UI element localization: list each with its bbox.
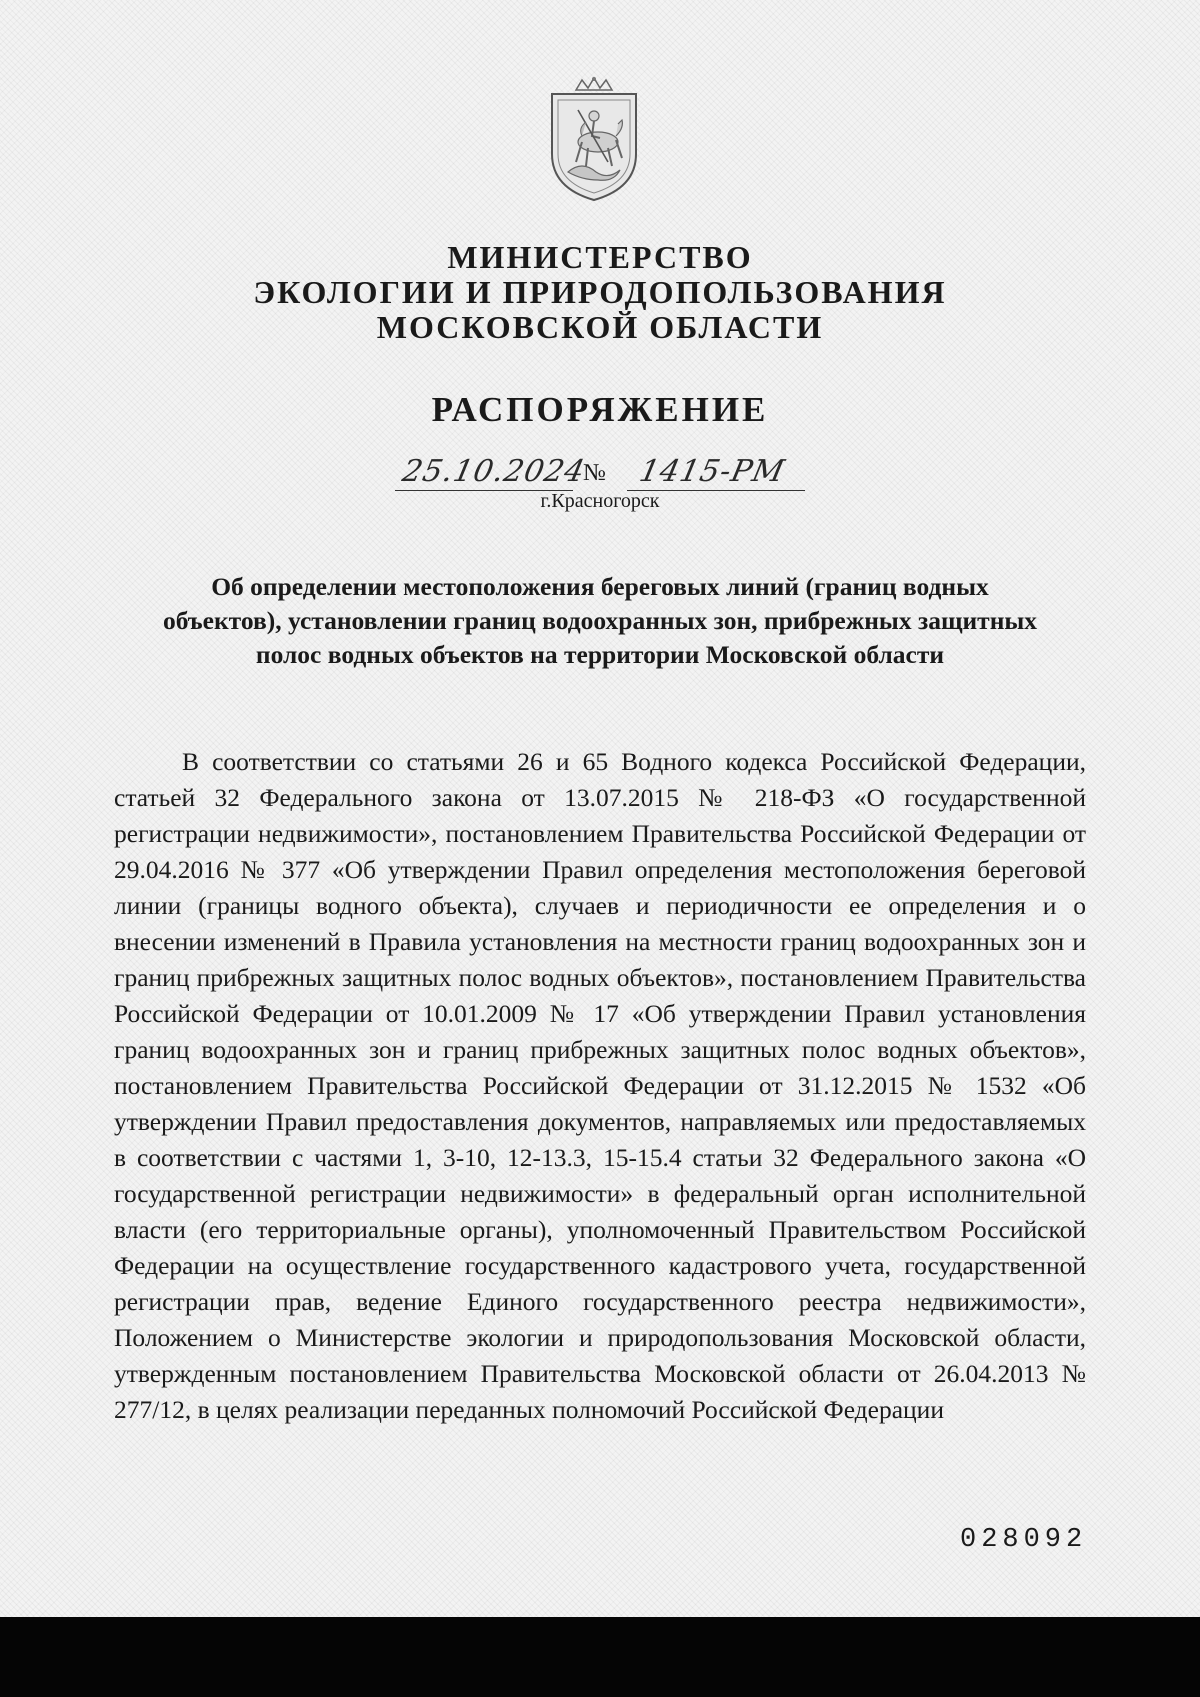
scan-border xyxy=(0,1617,1200,1697)
document-subject: Об определении местоположения береговых линий (границ водных объектов), установлении границ водоохранных зон, прибрежных защитных полос водных объектов на территории Московской области xyxy=(162,572,1038,669)
number-sign: № xyxy=(583,460,606,486)
serial-number: 028092 xyxy=(960,1525,1088,1555)
ministry-name-line-1: МИНИСТЕРСТВО xyxy=(447,239,753,275)
document-date: 25.10.2024 xyxy=(399,454,589,489)
ministry-name-line-2: ЭКОЛОГИИ И ПРИРОДОПОЛЬЗОВАНИЯ xyxy=(253,274,947,310)
coat-of-arms-icon xyxy=(538,76,650,204)
document-body: В соответствии со статьями 26 и 65 Водного кодекса Российской Федерации, статьей 32 Федерального закона от 13.07.2015 № 218-ФЗ «О государственной регистрации недвижимости», постановлением Правительства Российской Федерации от 29.04.2016 № 377 «Об утверждении Правил определения местоположения береговой линии (границы водного объекта), случаев и периодичности ее определения и о внесении изменений в Правила установления на местности границ водоохранных зон и границ прибрежных защитных полос водных объектов», постановлением Правительства Российской Федерации от 10.01.2009 № 17 «Об утверждении Правил установления границ водоохранных зон и границ прибрежных защитных полос водных объектов», постановлением Правительства Российской Федерации от 31.12.2015 № 1532 «Об утверждении Правил предоставления документов, направляемых или предоставляемых в соответствии с частями 1, 3-10, 12-13.3, 15-15.4 статьи 32 Федерального закона «О государственной регистрации недвижимости» в федеральный орган исполнительной власти (его территориальные органы), уполномоченный Правительством Российской Федерации на осуществление государственного кадастрового учета, государственной регистрации прав, ведение Единого государственного реестра недвижимости», Положением о Министерстве экологии и природопользования Московской области, утвержденным постановлением Правительства Московской области от 26.04.2013 № 277/12, в целях реализации переданных полномочий Российской Федерации xyxy=(114,747,1086,1424)
document-type: РАСПОРЯЖЕНИЕ xyxy=(431,390,769,429)
issue-city: г.Красногорск xyxy=(540,490,660,512)
date-number-line xyxy=(395,452,805,492)
ministry-name-line-3: МОСКОВСКОЙ ОБЛАСТИ xyxy=(376,309,824,345)
document-number: 1415-РМ xyxy=(636,454,789,489)
